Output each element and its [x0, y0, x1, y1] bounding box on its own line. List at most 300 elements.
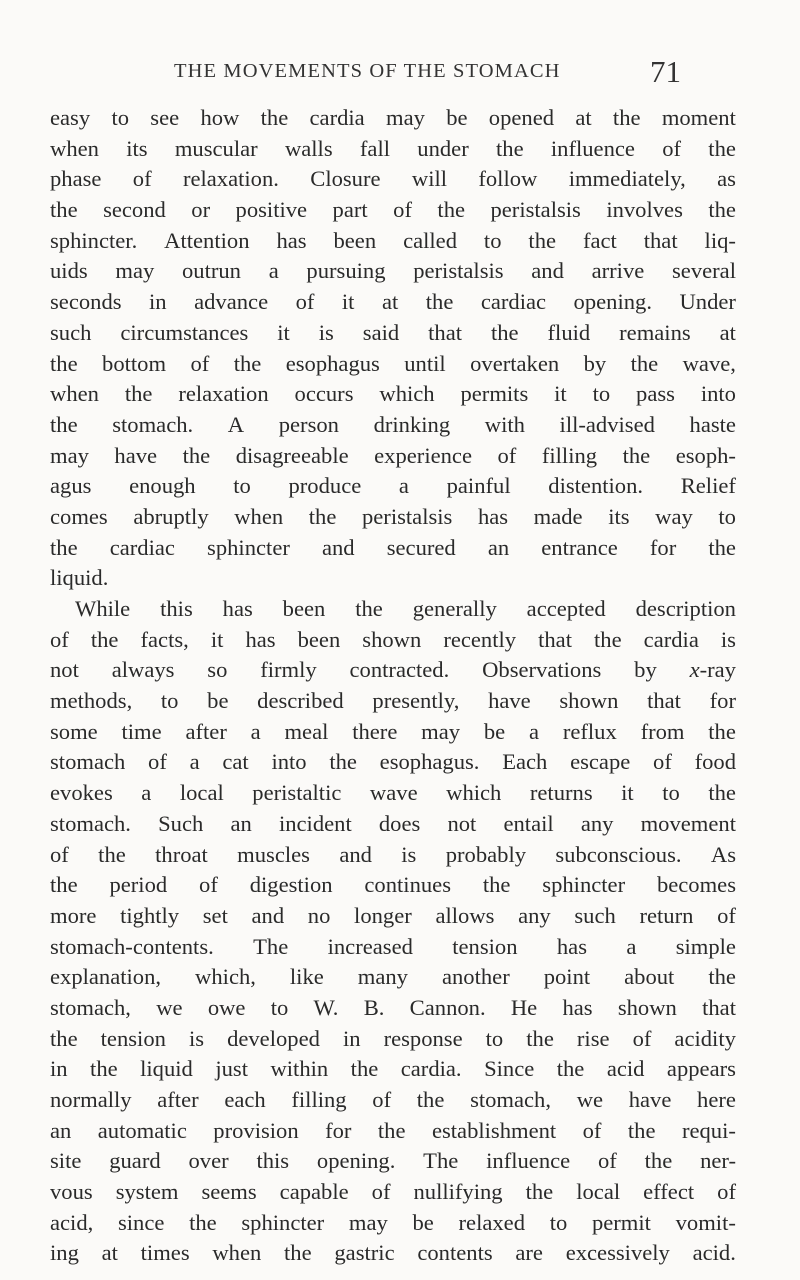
word: the — [182, 442, 211, 468]
word: developed — [227, 1025, 320, 1051]
word: to — [662, 780, 680, 806]
word: shown — [362, 626, 422, 652]
text-line — [50, 103, 736, 134]
word: be — [483, 718, 506, 744]
word: it — [554, 381, 567, 407]
word: comes — [50, 503, 108, 529]
text-line — [50, 164, 736, 195]
word: guard — [109, 1148, 161, 1174]
word: As — [710, 841, 736, 867]
word: abruptly — [133, 503, 209, 529]
word: peristalsis — [413, 258, 504, 284]
word: has — [556, 933, 587, 959]
word: of — [632, 1025, 652, 1051]
word: the — [708, 197, 736, 223]
word: of — [148, 749, 167, 775]
word: of — [190, 350, 210, 376]
word: tightly — [120, 902, 180, 928]
word: has — [276, 227, 307, 253]
word: for — [709, 688, 736, 714]
word: relaxation. — [182, 166, 279, 192]
word: site — [50, 1148, 82, 1174]
word: the — [594, 626, 622, 652]
word: the — [630, 350, 659, 376]
word: at — [101, 1240, 118, 1266]
word: like — [289, 964, 324, 990]
word: nullifying — [413, 1179, 503, 1205]
word: may — [348, 1209, 388, 1235]
word: excessively — [565, 1240, 670, 1266]
word: see — [150, 105, 180, 130]
word: stomach. — [50, 810, 131, 836]
word: filling — [541, 442, 598, 468]
word: of — [717, 902, 736, 928]
word: an — [230, 810, 252, 836]
word: a — [268, 258, 279, 284]
word: Under — [679, 289, 736, 315]
word: to — [549, 1209, 568, 1235]
word: permit — [591, 1209, 651, 1235]
word: the — [233, 350, 262, 376]
word: esoph- — [675, 442, 736, 468]
word: been — [333, 227, 377, 253]
word: local — [576, 1179, 621, 1205]
word: agus — [50, 473, 92, 499]
word: the — [528, 227, 557, 253]
word: for — [649, 534, 677, 560]
word: Cannon. — [409, 994, 486, 1020]
word: has — [245, 626, 276, 652]
word: when — [50, 135, 99, 161]
word: esophagus — [285, 350, 380, 376]
text-line — [50, 625, 736, 656]
word: muscular — [174, 135, 258, 161]
word: that — [702, 994, 736, 1020]
word: that — [643, 227, 678, 253]
word: have — [114, 442, 158, 468]
text-line — [50, 809, 736, 840]
word: occurs — [294, 381, 354, 407]
word: a — [250, 718, 261, 744]
word: food — [694, 749, 736, 775]
word: the — [627, 1117, 656, 1143]
word: the — [490, 319, 519, 345]
word: described — [257, 688, 344, 714]
word: filling — [291, 1087, 347, 1112]
word: the — [482, 872, 511, 898]
word: cardiac — [480, 289, 547, 315]
word: Closure — [310, 166, 381, 192]
text-line — [50, 349, 736, 380]
word: influence — [550, 135, 635, 161]
word: tension — [100, 1025, 166, 1051]
word: to — [270, 994, 289, 1020]
word: painful — [446, 473, 511, 499]
word: each — [224, 1087, 266, 1112]
text-line — [50, 134, 736, 165]
word: about — [624, 964, 675, 990]
text-line — [50, 1085, 736, 1116]
word: any — [580, 810, 614, 836]
word: fluid — [547, 319, 591, 345]
word: some — [50, 718, 98, 744]
word: liq- — [704, 227, 736, 253]
word: presently, — [372, 688, 460, 714]
word: entrance — [541, 534, 618, 560]
word: another — [441, 964, 510, 990]
word: the — [622, 442, 651, 468]
word: several — [672, 258, 736, 284]
word: pursuing — [306, 258, 386, 284]
word: appears — [666, 1056, 736, 1082]
word: simple — [675, 933, 736, 959]
text-line — [50, 870, 736, 901]
word: a — [189, 749, 200, 775]
word: said — [362, 319, 400, 345]
word: always — [111, 657, 175, 683]
word: in — [342, 1025, 361, 1051]
text-line — [50, 533, 736, 564]
word: the — [708, 780, 736, 806]
text-line — [50, 1116, 736, 1147]
word: cat — [222, 749, 249, 775]
word: at — [719, 319, 736, 345]
word: meal — [284, 718, 329, 744]
word: be — [446, 105, 468, 130]
word: stomach, — [50, 994, 131, 1020]
word: has — [222, 596, 253, 621]
word: positive — [235, 197, 308, 223]
text-line — [50, 594, 736, 625]
word: of — [295, 289, 315, 315]
word: by — [583, 350, 607, 376]
text-line — [50, 1208, 736, 1239]
word: the — [355, 596, 383, 621]
word: digestion — [249, 872, 333, 898]
word: becomes — [656, 872, 736, 898]
word: by — [634, 657, 657, 683]
word: Observations — [482, 657, 602, 683]
word: an — [50, 1117, 72, 1143]
word: and — [531, 258, 564, 284]
text-line — [50, 379, 736, 410]
word: haste — [689, 411, 736, 437]
word: return — [639, 902, 694, 928]
word: so — [207, 657, 228, 683]
word: way — [655, 503, 693, 529]
word: to — [111, 105, 130, 130]
word: of — [372, 1087, 392, 1112]
word: the — [708, 964, 736, 990]
word: have — [488, 688, 531, 714]
word: to — [160, 688, 179, 714]
word: the — [496, 135, 524, 161]
word: the — [50, 350, 78, 376]
word: the — [284, 1240, 312, 1266]
word: owe — [207, 994, 246, 1020]
word: probably — [445, 841, 527, 867]
word: involves — [606, 197, 683, 223]
page-number: 71 — [650, 54, 681, 89]
word: throat — [155, 841, 208, 867]
text-line — [50, 287, 736, 318]
word: opened — [488, 105, 555, 130]
word: of — [497, 442, 517, 468]
word: seconds — [50, 289, 122, 315]
word: the — [329, 749, 357, 775]
word: cardia — [309, 105, 365, 130]
text-line — [50, 993, 736, 1024]
word: is — [318, 319, 334, 345]
word: disagreeable — [235, 442, 349, 468]
word: there — [352, 718, 398, 744]
word: evokes — [50, 780, 113, 806]
word: of — [50, 841, 69, 867]
word: pass — [636, 381, 675, 407]
word: that — [538, 626, 572, 652]
word: arrive — [591, 258, 645, 284]
word: the — [416, 1087, 445, 1112]
word: While — [75, 596, 131, 621]
word: this — [256, 1148, 290, 1174]
word: here — [697, 1087, 736, 1112]
word: accepted — [526, 596, 606, 621]
word: explanation, — [50, 964, 162, 990]
word: called — [403, 227, 457, 253]
word: period — [109, 872, 168, 898]
word: be — [412, 1209, 434, 1235]
word: capable — [279, 1179, 349, 1205]
word: uids — [50, 258, 88, 284]
word: how — [200, 105, 240, 130]
word: immediately, — [568, 166, 686, 192]
word: the — [260, 105, 289, 130]
word: longer — [354, 902, 412, 928]
word: times — [140, 1240, 190, 1266]
text-line — [50, 901, 736, 932]
word: have — [628, 1087, 672, 1112]
word: B. — [363, 994, 385, 1020]
word: the — [50, 411, 78, 437]
word: relaxed — [458, 1209, 525, 1235]
word: system — [115, 1179, 179, 1205]
word: relaxation — [178, 381, 269, 407]
word: over — [188, 1148, 229, 1174]
word: liquid — [140, 1056, 193, 1082]
word: returns — [529, 780, 593, 806]
text-line — [50, 1146, 736, 1177]
word: follow — [478, 166, 538, 192]
word: sphincter — [207, 534, 290, 560]
word: it — [341, 289, 355, 315]
word: cardia. — [400, 1056, 462, 1082]
word: generally — [412, 596, 497, 621]
word: remains — [619, 319, 691, 345]
word: until — [404, 350, 446, 376]
word: contracted. — [349, 657, 450, 683]
word: the — [708, 534, 736, 560]
word: acidity — [674, 1025, 736, 1051]
word: to — [485, 1025, 504, 1051]
word: after — [157, 1087, 199, 1112]
text-line — [50, 318, 736, 349]
word: of — [653, 749, 672, 775]
word: the — [425, 289, 454, 315]
word: a — [626, 933, 637, 959]
word: to — [718, 503, 736, 529]
word: cardia — [643, 626, 699, 652]
word: when — [234, 503, 284, 529]
word: normally — [50, 1087, 132, 1112]
word: the — [189, 1209, 217, 1235]
word: vous — [50, 1179, 93, 1205]
text-line — [50, 256, 736, 287]
word: peristalsis — [490, 197, 581, 223]
word: be — [207, 688, 229, 714]
word: within — [270, 1056, 329, 1082]
word: influence — [486, 1148, 571, 1174]
text-line — [50, 441, 736, 472]
text-line — [50, 686, 736, 717]
text-line — [50, 1238, 736, 1269]
word: this — [160, 596, 193, 621]
word: enough — [129, 473, 196, 499]
word: it — [621, 780, 634, 806]
text-line — [50, 778, 736, 809]
word: the — [50, 197, 78, 223]
word: when — [50, 381, 99, 407]
word: of — [50, 626, 69, 652]
text-line — [50, 840, 736, 871]
word: ner- — [700, 1148, 736, 1174]
word: increased — [327, 933, 413, 959]
word: entail — [503, 810, 554, 836]
word: for — [325, 1117, 352, 1143]
word: part — [332, 197, 368, 223]
word: more — [50, 902, 97, 928]
word: and — [251, 902, 285, 928]
word: allows — [435, 902, 495, 928]
word: the — [90, 1056, 118, 1082]
word: second — [103, 197, 166, 223]
word: of — [598, 1148, 617, 1174]
word: cardiac — [109, 534, 175, 560]
word: rise — [576, 1025, 610, 1051]
text-line — [50, 1054, 736, 1085]
word: its — [608, 503, 630, 529]
word: has — [562, 994, 593, 1020]
word: shown — [559, 688, 619, 714]
word: muscles — [237, 841, 310, 867]
word: which — [379, 381, 435, 407]
word: provision — [213, 1117, 299, 1143]
word: bottom — [102, 350, 167, 376]
word: the — [708, 135, 736, 161]
word: of — [717, 1179, 736, 1205]
word: a — [398, 473, 409, 499]
word: reflux — [562, 718, 617, 744]
word: liquid. — [50, 565, 109, 591]
word: sphincter. — [50, 227, 138, 253]
word: fact — [582, 227, 617, 253]
word: such — [50, 319, 92, 345]
word: the — [308, 503, 337, 529]
word: to — [233, 473, 251, 499]
word: gastric — [334, 1240, 395, 1266]
word: are — [515, 1240, 543, 1266]
word: when — [212, 1240, 262, 1266]
word: to — [592, 381, 611, 407]
word: stomach. — [112, 411, 194, 437]
word: may — [50, 442, 89, 468]
word: methods, — [50, 688, 133, 714]
running-head — [0, 54, 800, 94]
word: we — [156, 994, 183, 1020]
word: is — [188, 1025, 205, 1051]
word: set — [202, 902, 228, 928]
text-line — [50, 471, 736, 502]
word: peristalsis — [361, 503, 453, 529]
text-line — [50, 717, 736, 748]
word: not — [50, 657, 79, 683]
word: facts, — [140, 626, 189, 652]
word: description — [635, 596, 736, 621]
word: response — [383, 1025, 463, 1051]
word: as — [717, 166, 736, 192]
text-line — [50, 1024, 736, 1055]
word: the — [98, 841, 126, 867]
word: of — [132, 166, 152, 192]
word: and — [321, 534, 355, 560]
word: the — [50, 1025, 78, 1051]
word: easy — [50, 105, 91, 130]
word: recently — [443, 626, 517, 652]
word: the — [124, 381, 153, 407]
word: opening. — [316, 1148, 396, 1174]
word: will — [411, 166, 448, 192]
text-line — [50, 226, 736, 257]
text-line — [50, 502, 736, 533]
text-line — [50, 410, 736, 441]
word: the — [644, 1148, 673, 1174]
word: been — [297, 626, 341, 652]
word: does — [378, 810, 421, 836]
word: experience — [374, 442, 472, 468]
text-line — [50, 563, 736, 594]
word: fall — [359, 135, 391, 161]
word: movement — [640, 810, 736, 836]
word: since — [117, 1209, 165, 1235]
word: under — [417, 135, 469, 161]
word: Each — [502, 749, 548, 775]
word: The — [253, 933, 289, 959]
word: person — [278, 411, 339, 437]
word: of — [199, 872, 218, 898]
body-text — [50, 103, 736, 1269]
word: The — [423, 1148, 459, 1174]
word: Since — [484, 1056, 535, 1082]
word: of — [662, 135, 682, 161]
word: made — [533, 503, 583, 529]
word: such — [574, 902, 616, 928]
text-line — [50, 932, 736, 963]
text-line — [50, 655, 736, 686]
word: drinking — [373, 411, 451, 437]
word: shown — [617, 994, 677, 1020]
word: the — [708, 718, 736, 744]
word: Attention — [164, 227, 250, 253]
word: into — [700, 381, 736, 407]
